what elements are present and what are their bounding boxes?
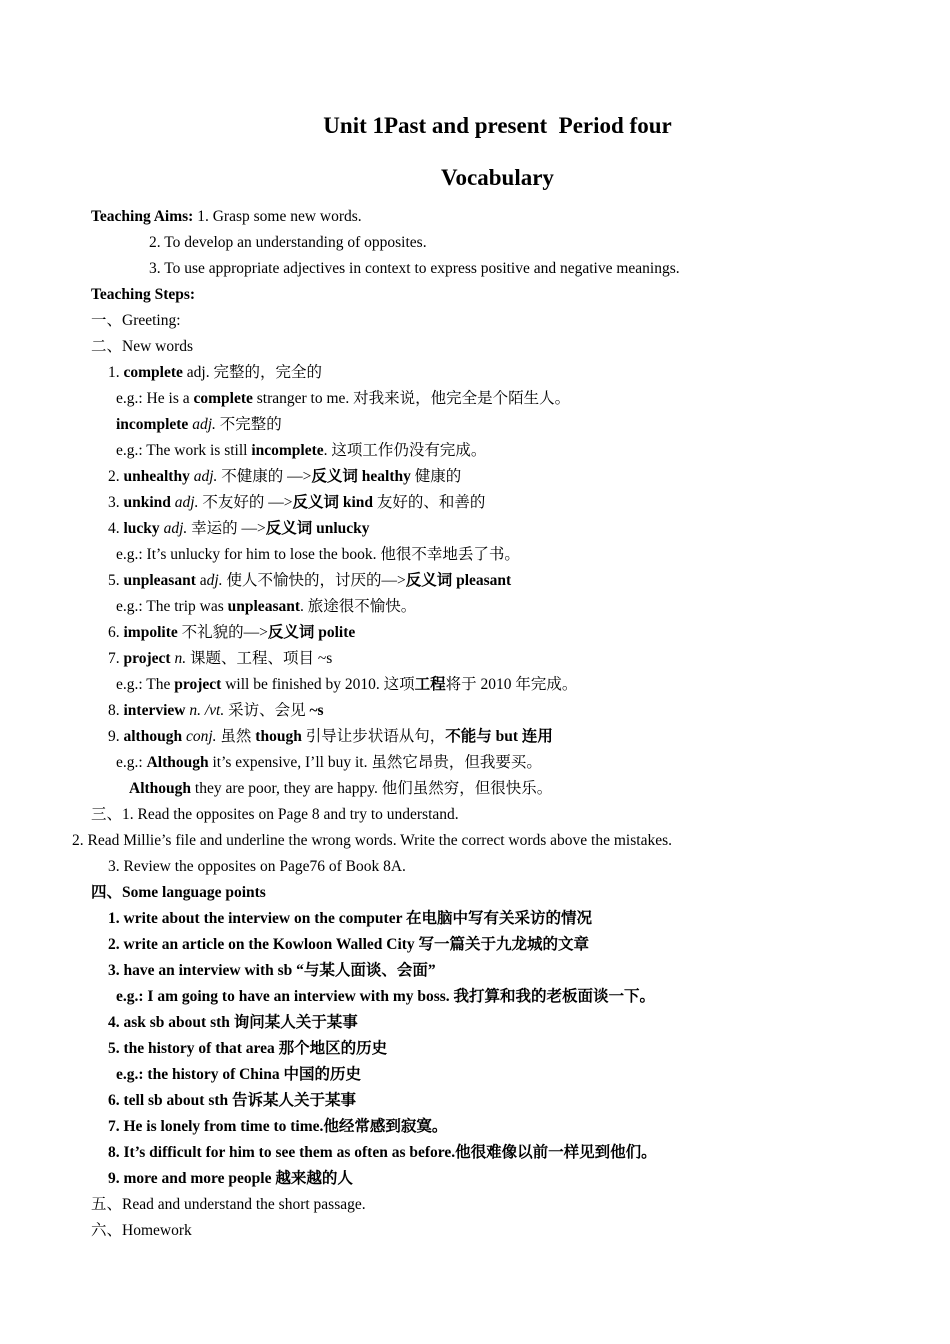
word-pos: adj.	[170, 494, 199, 511]
example-keyword: unpleasant	[227, 598, 301, 615]
language-point-3-example	[116, 987, 655, 1007]
language-point-text: 2. write an article on the Kowloon Walled City 写一篇关于九龙城的文章	[108, 936, 590, 953]
word-opposite: 反义词 unlucky	[265, 520, 370, 537]
word-num: 9.	[108, 728, 124, 745]
step-greeting: 一、Greeting:	[91, 312, 181, 329]
language-point-6	[108, 1091, 356, 1111]
word-term: though	[255, 728, 302, 745]
language-point-text: 8. It’s difficult for him to see them as often as before.他很难像以前一样见到他们。	[108, 1144, 657, 1161]
word-opposite: 反义词 kind	[292, 494, 374, 511]
word-unkind	[108, 493, 485, 513]
word-although	[108, 727, 553, 747]
language-point-1	[108, 909, 592, 929]
word-opposite: 反义词 polite	[267, 624, 356, 641]
example-text: e.g.: The work is still	[116, 442, 252, 459]
example-text: . 旅途很不愉快。	[300, 598, 417, 615]
teaching-steps-label-text: Teaching Steps:	[91, 286, 196, 303]
word-def: 不健康的 —>	[217, 468, 312, 485]
word-lucky	[108, 519, 370, 539]
word-pos: n. /vt.	[185, 702, 225, 719]
word-note: 不能与 but 连用	[445, 728, 553, 745]
word-def: 幸运的 —>	[187, 520, 266, 537]
word-pos: a	[195, 572, 207, 589]
word-incomplete	[116, 415, 282, 435]
step-passage: 五、Read and understand the short passage.	[91, 1196, 366, 1213]
word-def: 课题、工程、项目 ~s	[186, 650, 333, 667]
word-def: adj. 完整的，完全的	[182, 364, 322, 381]
example-text: 将于 2010 年完成。	[445, 676, 578, 693]
language-point-3	[108, 961, 436, 981]
language-point-text: 5. the history of that area 那个地区的历史	[108, 1040, 388, 1057]
language-point-7	[108, 1117, 447, 1137]
word-def: 健康的	[410, 468, 462, 485]
word-def: 虽然	[216, 728, 256, 745]
step-3-item-1: 三、1. Read the opposites on Page 8 and try to understand.	[91, 806, 459, 823]
example-keyword: incomplete	[251, 442, 324, 459]
example-although-2	[129, 779, 552, 799]
word-project	[108, 649, 332, 669]
example-text: e.g.: The trip was	[116, 598, 228, 615]
word-def: 引导让步状语从句，	[301, 728, 446, 745]
example-keyword: complete	[193, 390, 253, 407]
word-pos: n.	[170, 650, 187, 667]
language-point-text: 3. have an interview with sb “与某人面谈、会面”	[108, 962, 436, 979]
language-point-5	[108, 1039, 387, 1059]
aim-3: 3. To use appropriate adjectives in context to express positive and negative meanings.	[149, 260, 680, 277]
step-homework: 六、Homework	[91, 1222, 192, 1239]
word-def: 不友好的 —>	[198, 494, 293, 511]
example-keyword: 工程	[414, 676, 446, 693]
example-text: e.g.: He is a	[116, 390, 194, 407]
example-although	[116, 753, 542, 773]
word-num: 8.	[108, 702, 124, 719]
word-term: unkind	[123, 494, 171, 511]
step-3-item-2: 2. Read Millie’s file and underline the wrong words. Write the correct words above the mistakes.	[72, 832, 672, 849]
word-interview	[108, 701, 324, 721]
language-point-2	[108, 935, 589, 955]
language-point-text: e.g.: the history of China 中国的历史	[116, 1066, 361, 1083]
language-point-text: e.g.: I am going to have an interview with my boss. 我打算和我的老板面谈一下。	[116, 988, 656, 1005]
example-text: e.g.:	[116, 754, 147, 771]
word-def: 采访、会见	[224, 702, 310, 719]
example-lucky: e.g.: It’s unlucky for him to lose the book. 他很不幸地丢了书。	[116, 546, 520, 563]
document-title: Unit 1Past and present Period four	[323, 113, 672, 138]
language-point-4	[108, 1013, 358, 1033]
word-suffix: ~s	[309, 702, 324, 719]
example-text: it’s expensive, I’ll buy it. 虽然它昂贵，但我要买。	[208, 754, 542, 771]
teaching-aims	[91, 207, 362, 227]
word-pos: dj.	[206, 572, 223, 589]
word-term: incomplete	[116, 416, 189, 433]
teaching-aims-label: Teaching Aims:	[91, 208, 194, 225]
word-num: 1.	[108, 364, 124, 381]
word-unpleasant	[108, 571, 511, 591]
word-pos: adj.	[189, 468, 218, 485]
word-impolite	[108, 623, 355, 643]
example-text: . 这项工作仍没有完成。	[323, 442, 487, 459]
example-keyword: Although	[129, 780, 192, 797]
word-def: 不完整的	[215, 416, 282, 433]
language-point-text: 9. more and more people 越来越的人	[108, 1170, 353, 1187]
language-point-text: 7. He is lonely from time to time.他经常感到寂寞。	[108, 1118, 448, 1135]
language-point-9	[108, 1169, 353, 1189]
example-text: stranger to me. 对我来说，他完全是个陌生人。	[252, 390, 571, 407]
word-complete	[108, 363, 322, 383]
word-term: complete	[123, 364, 183, 381]
aim-1: 1. Grasp some new words.	[193, 208, 362, 225]
word-term: unpleasant	[123, 572, 196, 589]
word-def: 不礼貌的—>	[177, 624, 268, 641]
example-incomplete	[116, 441, 486, 461]
step-new-words: 二、New words	[91, 338, 194, 355]
example-keyword: project	[174, 676, 222, 693]
language-points-label	[91, 883, 266, 903]
word-opposite: 反义词 pleasant	[405, 572, 512, 589]
example-complete	[116, 389, 570, 409]
word-num: 4.	[108, 520, 124, 537]
language-points-label-text: 四、Some language points	[91, 884, 266, 901]
aim-2: 2. To develop an understanding of opposites.	[149, 234, 427, 251]
word-term: lucky	[123, 520, 160, 537]
word-pos: adj.	[159, 520, 188, 537]
example-text: will be finished by 2010. 这项	[221, 676, 415, 693]
word-def: 使人不愉快的，讨厌的—>	[222, 572, 406, 589]
language-point-8	[108, 1143, 657, 1163]
example-unpleasant	[116, 597, 416, 617]
word-opposite: 反义词 healthy	[311, 468, 411, 485]
word-term: unhealthy	[123, 468, 190, 485]
document-subtitle: Vocabulary	[441, 165, 554, 190]
language-point-text: 4. ask sb about sth 询问某人关于某事	[108, 1014, 358, 1031]
teaching-steps-label	[91, 285, 195, 305]
word-def: 友好的、和善的	[373, 494, 486, 511]
word-num: 6.	[108, 624, 124, 641]
example-project	[116, 675, 577, 695]
word-term: interview	[123, 702, 186, 719]
word-num: 2.	[108, 468, 124, 485]
step-3-item-3: 3. Review the opposites on Page76 of Book 8A.	[108, 858, 406, 875]
language-point-text: 6. tell sb about sth 告诉某人关于某事	[108, 1092, 357, 1109]
word-num: 3.	[108, 494, 124, 511]
language-point-text: 1. write about the interview on the computer 在电脑中写有关采访的情况	[108, 910, 593, 927]
word-pos: adj.	[188, 416, 216, 433]
example-text: they are poor, they are happy. 他们虽然穷，但很快乐。	[191, 780, 553, 797]
word-num: 5.	[108, 572, 124, 589]
example-text: e.g.: The	[116, 676, 175, 693]
example-keyword: Although	[146, 754, 209, 771]
word-unhealthy	[108, 467, 461, 487]
word-pos: conj.	[182, 728, 217, 745]
language-point-5-example	[116, 1065, 361, 1085]
word-num: 7.	[108, 650, 124, 667]
word-term: project	[123, 650, 171, 667]
word-term: impolite	[123, 624, 178, 641]
word-term: although	[123, 728, 183, 745]
